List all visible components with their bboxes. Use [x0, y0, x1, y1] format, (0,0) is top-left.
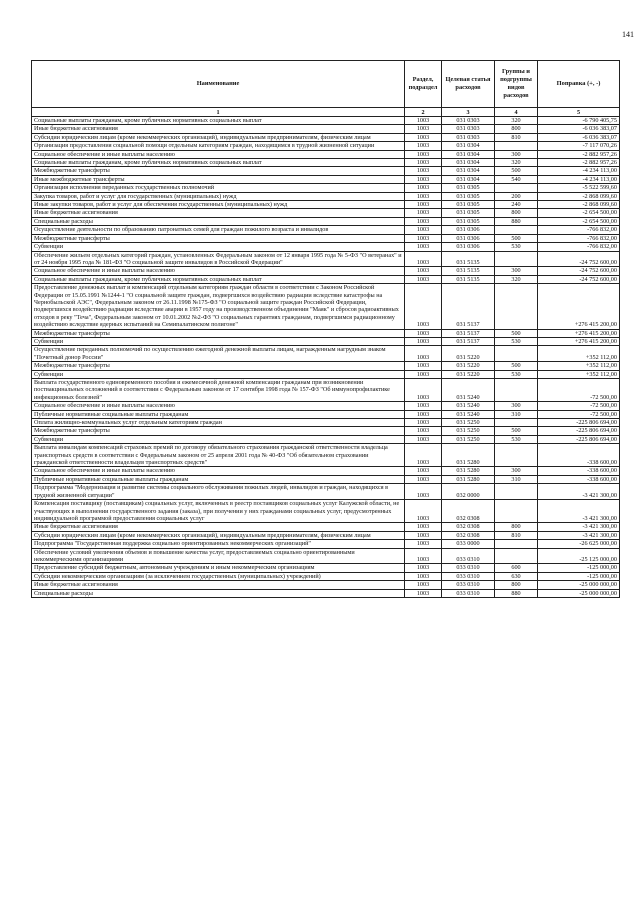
row-name: Иные бюджетные ассигнования [32, 581, 405, 589]
row-name: Оплата жилищно-коммунальных услуг отдельным категориям граждан [32, 419, 405, 427]
row-amount: +352 112,00 [538, 370, 620, 378]
row-name: Социальное обеспечение и иные выплаты населению [32, 150, 405, 158]
table-row [32, 548, 620, 564]
row-target: 033 0310 [442, 548, 495, 564]
row-name: Иные закупки товаров, работ и услуг для обеспечения государственных (муниципальных) нужд [32, 201, 405, 209]
row-type [495, 444, 538, 467]
row-name: Социальные выплаты гражданам, кроме публичных нормативных социальных выплат [32, 117, 405, 125]
row-type [495, 251, 538, 267]
row-amount: -26 625 000,00 [538, 540, 620, 548]
row-type [495, 346, 538, 362]
row-type: 530 [495, 435, 538, 443]
row-section: 1003 [405, 275, 442, 283]
row-section: 1003 [405, 243, 442, 251]
header-target: Целевая статья расходов [442, 61, 495, 108]
row-amount: -125 000,00 [538, 564, 620, 572]
row-amount: -766 832,00 [538, 234, 620, 242]
row-target: 031 0304 [442, 150, 495, 158]
row-name: Обеспечение жильем отдельных категорий граждан, установленных Федеральным законом от 12 января 1995 года № 5-ФЗ "О ветеранах" и от 24 ноября 1995 года № 181-ФЗ "О социальной защите инвалидов в Российской Федерации" [32, 251, 405, 267]
row-section: 1003 [405, 419, 442, 427]
row-section: 1003 [405, 564, 442, 572]
row-section: 1003 [405, 284, 442, 329]
row-name: Осуществление деятельности по образованию патронатных семей для граждан пожилого возраста и инвалидов [32, 226, 405, 234]
row-section: 1003 [405, 159, 442, 167]
row-section: 1003 [405, 125, 442, 133]
row-type [495, 540, 538, 548]
table-row [32, 346, 620, 362]
row-type: 320 [495, 159, 538, 167]
table-row [32, 267, 620, 275]
row-type [495, 379, 538, 402]
row-name: Специальные расходы [32, 589, 405, 597]
row-name: Обеспечение условий увеличения объемов и повышение качества услуг, предоставляемых социально ориентированными некоммерческими организациями [32, 548, 405, 564]
row-section: 1003 [405, 251, 442, 267]
table-row [32, 201, 620, 209]
row-section: 1003 [405, 427, 442, 435]
row-name: Иные бюджетные ассигнования [32, 209, 405, 217]
row-section: 1003 [405, 142, 442, 150]
row-section: 1003 [405, 337, 442, 345]
row-amount: -2 654 500,00 [538, 209, 620, 217]
row-name: Субвенции [32, 337, 405, 345]
row-name: Межбюджетные трансферты [32, 234, 405, 242]
column-number: 5 [538, 108, 620, 117]
column-number: 3 [442, 108, 495, 117]
table-row [32, 467, 620, 475]
row-target: 031 5240 [442, 379, 495, 402]
column-number: 4 [495, 108, 538, 117]
row-name: Иные межбюджетные трансферты [32, 175, 405, 183]
row-section: 1003 [405, 362, 442, 370]
row-name: Публичные нормативные социальные выплаты гражданам [32, 410, 405, 418]
row-target: 031 0305 [442, 184, 495, 192]
table-row [32, 234, 620, 242]
table-row [32, 243, 620, 251]
table-row [32, 133, 620, 141]
row-type: 500 [495, 362, 538, 370]
row-target: 032 0000 [442, 484, 495, 500]
row-amount: -4 234 113,00 [538, 167, 620, 175]
row-target: 031 5220 [442, 370, 495, 378]
row-section: 1003 [405, 133, 442, 141]
row-amount: -3 421 300,00 [538, 484, 620, 500]
column-number: 2 [405, 108, 442, 117]
row-type [495, 484, 538, 500]
row-amount: -24 752 600,00 [538, 275, 620, 283]
row-name: Иные бюджетные ассигнования [32, 523, 405, 531]
row-amount: +276 415 200,00 [538, 284, 620, 329]
row-type: 500 [495, 167, 538, 175]
row-target: 031 0304 [442, 175, 495, 183]
table-row [32, 117, 620, 125]
table-row [32, 581, 620, 589]
row-amount: +352 112,00 [538, 362, 620, 370]
row-section: 1003 [405, 589, 442, 597]
row-amount: -3 421 300,00 [538, 531, 620, 539]
row-section: 1003 [405, 523, 442, 531]
row-target: 031 0304 [442, 167, 495, 175]
table-row [32, 125, 620, 133]
row-type: 500 [495, 427, 538, 435]
row-amount: -25 000 000,00 [538, 589, 620, 597]
row-target: 031 5135 [442, 267, 495, 275]
row-type [495, 142, 538, 150]
row-amount: -766 832,00 [538, 226, 620, 234]
row-name: Подпрограмма "Государственная поддержка социально ориентированных некоммерческих организаций" [32, 540, 405, 548]
row-target: 031 5280 [442, 467, 495, 475]
row-type: 300 [495, 267, 538, 275]
row-name: Социальные выплаты гражданам, кроме публичных нормативных социальных выплат [32, 159, 405, 167]
row-type: 630 [495, 572, 538, 580]
row-type [495, 419, 538, 427]
row-target: 032 0308 [442, 531, 495, 539]
row-type [495, 500, 538, 523]
row-amount: +352 112,00 [538, 346, 620, 362]
row-amount: -125 000,00 [538, 572, 620, 580]
row-type: 800 [495, 581, 538, 589]
row-type: 500 [495, 234, 538, 242]
row-target: 032 0308 [442, 500, 495, 523]
row-target: 031 5137 [442, 337, 495, 345]
budget-table [31, 60, 620, 598]
table-row [32, 427, 620, 435]
row-amount: -338 600,00 [538, 475, 620, 483]
row-name: Субвенции [32, 243, 405, 251]
table-row [32, 564, 620, 572]
row-type: 310 [495, 410, 538, 418]
row-target: 031 5135 [442, 275, 495, 283]
row-name: Иные бюджетные ассигнования [32, 125, 405, 133]
row-target: 031 0304 [442, 159, 495, 167]
row-amount: -72 500,00 [538, 410, 620, 418]
table-row [32, 175, 620, 183]
row-type: 500 [495, 329, 538, 337]
table-row [32, 192, 620, 200]
row-name: Социальное обеспечение и иные выплаты населению [32, 267, 405, 275]
row-section: 1003 [405, 435, 442, 443]
row-name: Осуществление переданных полномочий по осуществлению ежегодной денежной выплаты лицам, награжденным нагрудным знаком "Почетный донор России" [32, 346, 405, 362]
row-name: Публичные нормативные социальные выплаты гражданам [32, 475, 405, 483]
table-row [32, 540, 620, 548]
header-amount: Поправка (+, -) [538, 61, 620, 108]
row-target: 031 5280 [442, 444, 495, 467]
row-target: 031 5137 [442, 329, 495, 337]
row-type: 320 [495, 275, 538, 283]
row-section: 1003 [405, 475, 442, 483]
row-name: Закупка товаров, работ и услуг для государственных (муниципальных) нужд [32, 192, 405, 200]
row-section: 1003 [405, 540, 442, 548]
row-target: 031 0306 [442, 234, 495, 242]
row-amount: -5 522 599,60 [538, 184, 620, 192]
row-amount: -2 654 500,00 [538, 217, 620, 225]
row-section: 1003 [405, 167, 442, 175]
row-amount: -25 000 000,00 [538, 581, 620, 589]
row-section: 1003 [405, 226, 442, 234]
row-section: 1003 [405, 379, 442, 402]
page-number: 141 [622, 30, 634, 39]
row-type: 200 [495, 192, 538, 200]
row-name: Выплата инвалидам компенсаций страховых премий по договору обязательного страхования гражданской ответственности владельца транспортных средств в соответствии с Федеральным законом от 25 апреля 2001 года № 40-ФЗ "Об обязательном страховании гражданской ответственности владельцев транспортных средств" [32, 444, 405, 467]
table-row [32, 150, 620, 158]
row-type: 300 [495, 150, 538, 158]
row-name: Субвенции [32, 435, 405, 443]
row-type: 530 [495, 370, 538, 378]
table-row [32, 435, 620, 443]
row-section: 1003 [405, 150, 442, 158]
row-amount: -24 752 600,00 [538, 251, 620, 267]
row-section: 1003 [405, 484, 442, 500]
row-type: 300 [495, 402, 538, 410]
row-type: 800 [495, 209, 538, 217]
row-amount: -225 806 694,00 [538, 427, 620, 435]
row-amount: -7 117 070,26 [538, 142, 620, 150]
table-header [32, 61, 620, 117]
row-target: 032 0308 [442, 523, 495, 531]
row-amount: -72 500,00 [538, 402, 620, 410]
header-type: Группы и подгруппы видов расходов [495, 61, 538, 108]
table-row [32, 523, 620, 531]
row-section: 1003 [405, 217, 442, 225]
table-row [32, 142, 620, 150]
row-target: 031 0305 [442, 192, 495, 200]
table-row [32, 444, 620, 467]
row-target: 031 0303 [442, 117, 495, 125]
row-amount: -338 600,00 [538, 444, 620, 467]
row-type: 530 [495, 337, 538, 345]
row-type: 880 [495, 217, 538, 225]
row-type [495, 184, 538, 192]
row-amount: -2 882 957,26 [538, 159, 620, 167]
row-name: Межбюджетные трансферты [32, 167, 405, 175]
row-section: 1003 [405, 267, 442, 275]
row-name: Межбюджетные трансферты [32, 329, 405, 337]
row-type: 310 [495, 475, 538, 483]
row-target: 031 0305 [442, 217, 495, 225]
row-name: Субсидии юридическим лицам (кроме некоммерческих организаций), индивидуальным предпринимателям, физическим лицам [32, 133, 405, 141]
row-name: Предоставление денежных выплат и компенсаций отдельным категориям граждан области в соответствии с Законом Российской Федерации от 15.05.1991 №1244-1 "О социальной защите граждан, подвергшихся воздействию радиации вследствие катастрофы на Чернобыльской АЭС", Федеральным законом от 26.11.1998 №175-ФЗ "О социальной защите граждан Российской Федерации, подвергшихся воздействию радиации вследствие аварии в 1957 году на производственном объединении "Маяк" и сбросов радиоактивных отходов в реку "Теча", Федеральным законом от 10.01.2002 №2-ФЗ "О социальных гарантиях гражданам, подвергшимся радиационному воздействию вследствие ядерных испытаний на Семипалатинском полигоне" [32, 284, 405, 329]
row-type [495, 284, 538, 329]
row-name: Социальные выплаты гражданам, кроме публичных нормативных социальных выплат [32, 275, 405, 283]
row-amount: -2 882 957,26 [538, 150, 620, 158]
row-amount: +276 415 200,00 [538, 329, 620, 337]
row-name: Социальное обеспечение и иные выплаты населению [32, 402, 405, 410]
table-row [32, 572, 620, 580]
table-row [32, 410, 620, 418]
row-amount: -25 125 000,00 [538, 548, 620, 564]
row-section: 1003 [405, 201, 442, 209]
row-section: 1003 [405, 370, 442, 378]
row-type: 300 [495, 467, 538, 475]
row-target: 033 0310 [442, 589, 495, 597]
row-amount: -24 752 600,00 [538, 267, 620, 275]
row-name: Субсидии юридическим лицам (кроме некоммерческих организаций), индивидуальным предпринимателям, физическим лицам [32, 531, 405, 539]
row-amount: -225 806 694,00 [538, 435, 620, 443]
row-amount: -338 600,00 [538, 467, 620, 475]
row-amount: -766 832,00 [538, 243, 620, 251]
row-type: 810 [495, 531, 538, 539]
row-section: 1003 [405, 500, 442, 523]
row-target: 033 0310 [442, 564, 495, 572]
row-amount: +276 415 200,00 [538, 337, 620, 345]
row-target: 031 5240 [442, 402, 495, 410]
column-number: 1 [32, 108, 405, 117]
row-name: Компенсация поставщику (поставщикам) социальных услуг, включенных в реестр поставщиков социальных услуг Калужской области, не участвующих в выполнении государственного задания (заказа), при получении у них гражданами социальных услуг, предусмотренных индивидуальной программой предоставления социальных услуг [32, 500, 405, 523]
row-section: 1003 [405, 467, 442, 475]
table-row [32, 484, 620, 500]
row-type: 800 [495, 523, 538, 531]
row-amount: -6 036 383,07 [538, 133, 620, 141]
column-number-row [32, 108, 620, 117]
row-amount: -2 868 099,60 [538, 192, 620, 200]
row-target: 031 0304 [442, 142, 495, 150]
row-section: 1003 [405, 329, 442, 337]
row-target: 031 5280 [442, 475, 495, 483]
row-target: 033 0310 [442, 581, 495, 589]
header-name: Наименование [32, 61, 405, 108]
table-row [32, 362, 620, 370]
row-section: 1003 [405, 175, 442, 183]
row-amount: -225 806 694,00 [538, 419, 620, 427]
row-section: 1003 [405, 117, 442, 125]
row-type: 880 [495, 589, 538, 597]
row-name: Специальные расходы [32, 217, 405, 225]
table-row [32, 217, 620, 225]
table-row [32, 226, 620, 234]
row-target: 031 0306 [442, 226, 495, 234]
row-name: Организация предоставления социальной помощи отдельным категориям граждан, находящимся в трудной жизненной ситуации [32, 142, 405, 150]
table-row [32, 402, 620, 410]
row-target: 031 5220 [442, 362, 495, 370]
table-row [32, 419, 620, 427]
row-amount: -72 500,00 [538, 379, 620, 402]
row-target: 031 5240 [442, 410, 495, 418]
row-section: 1003 [405, 402, 442, 410]
row-amount: -3 421 300,00 [538, 500, 620, 523]
table-row [32, 209, 620, 217]
row-type: 320 [495, 117, 538, 125]
table-row [32, 159, 620, 167]
row-section: 1003 [405, 531, 442, 539]
table-row [32, 337, 620, 345]
row-section: 1003 [405, 410, 442, 418]
row-name: Выплата государственного единовременного пособия и ежемесячной денежной компенсации гражданам при возникновении поствакцинальных осложнений в соответствии с Федеральным законом от 17 сентября 1998 года № 157-ФЗ "Об иммунопрофилактике инфекционных болезней" [32, 379, 405, 402]
row-section: 1003 [405, 346, 442, 362]
row-name: Предоставление субсидий бюджетным, автономным учреждениям и иным некоммерческим организациям [32, 564, 405, 572]
row-amount: -6 036 383,07 [538, 125, 620, 133]
table-row [32, 379, 620, 402]
table-row [32, 275, 620, 283]
row-section: 1003 [405, 192, 442, 200]
row-type: 600 [495, 564, 538, 572]
row-target: 031 0306 [442, 243, 495, 251]
table-row [32, 167, 620, 175]
row-section: 1003 [405, 548, 442, 564]
table-row [32, 184, 620, 192]
row-target: 031 0305 [442, 201, 495, 209]
row-amount: -4 234 113,00 [538, 175, 620, 183]
table-row [32, 370, 620, 378]
header-section: Раздел, подраздел [405, 61, 442, 108]
row-target: 031 5137 [442, 284, 495, 329]
table-row [32, 284, 620, 329]
table-row [32, 589, 620, 597]
row-target: 031 5135 [442, 251, 495, 267]
row-name: Субвенции [32, 370, 405, 378]
row-name: Субсидии некоммерческим организациям (за исключением государственных (муниципальных) учреждений) [32, 572, 405, 580]
row-target: 031 0303 [442, 125, 495, 133]
row-section: 1003 [405, 581, 442, 589]
row-type: 530 [495, 243, 538, 251]
row-type: 240 [495, 201, 538, 209]
row-type [495, 548, 538, 564]
row-type [495, 226, 538, 234]
row-type: 810 [495, 133, 538, 141]
row-type: 540 [495, 175, 538, 183]
row-amount: -6 790 405,75 [538, 117, 620, 125]
row-section: 1003 [405, 234, 442, 242]
row-target: 033 0000 [442, 540, 495, 548]
row-target: 031 5250 [442, 435, 495, 443]
row-name: Социальное обеспечение и иные выплаты населению [32, 467, 405, 475]
row-amount: -3 421 300,00 [538, 523, 620, 531]
row-name: Межбюджетные трансферты [32, 427, 405, 435]
row-target: 033 0310 [442, 572, 495, 580]
row-name: Межбюджетные трансферты [32, 362, 405, 370]
row-section: 1003 [405, 444, 442, 467]
table-row [32, 500, 620, 523]
row-target: 031 0305 [442, 209, 495, 217]
table-row [32, 251, 620, 267]
table-body [32, 117, 620, 598]
table-row [32, 329, 620, 337]
row-section: 1003 [405, 572, 442, 580]
row-amount: -2 868 099,60 [538, 201, 620, 209]
row-target: 031 0303 [442, 133, 495, 141]
row-name: Подпрограмма "Модернизация и развитие системы социального обслуживания пожилых людей, инвалидов и граждан, находящихся в трудной жизненной ситуации" [32, 484, 405, 500]
table-row [32, 475, 620, 483]
row-target: 031 5220 [442, 346, 495, 362]
row-target: 031 5250 [442, 419, 495, 427]
table-row [32, 531, 620, 539]
row-section: 1003 [405, 184, 442, 192]
row-section: 1003 [405, 209, 442, 217]
row-name: Организация исполнения переданных государственных полномочий [32, 184, 405, 192]
row-type: 800 [495, 125, 538, 133]
row-target: 031 5250 [442, 427, 495, 435]
